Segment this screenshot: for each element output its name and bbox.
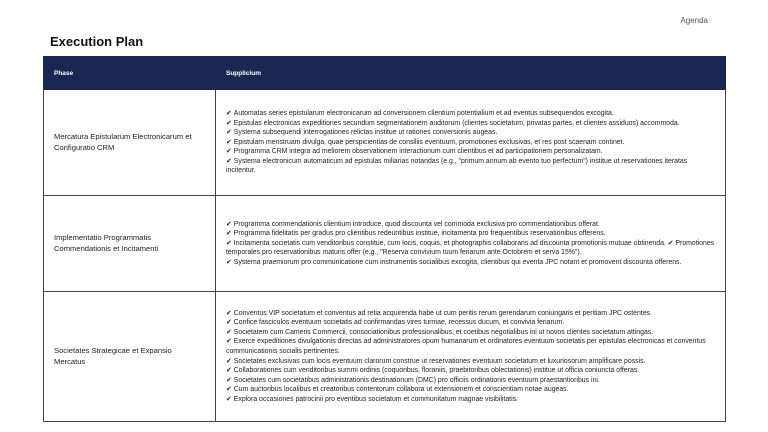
list-item: ✔ Collaborationes cum venditoribus summi ordinis (coquoribus, floraniis, praebitoribus oblectationis) institue ut officia coniuncta offeras. xyxy=(226,367,640,375)
table-row xyxy=(44,196,726,292)
check-mark-icon: ✔ xyxy=(226,357,232,365)
list-item: ✔ Programma fidelitatis per gradus pro clientibus redeuntibus institue, incitamenta pro frequentibus reservationibus offerens. xyxy=(226,230,606,238)
column-header-supplicium: Supplicium xyxy=(216,57,726,90)
check-mark-icon: ✔ xyxy=(226,119,232,127)
list-item: ✔ Automatas series epistularum electronicarum ad conversionem clientium potentialium et ad eventus subsequendos excogita. xyxy=(226,109,614,117)
check-mark-icon: ✔ xyxy=(226,148,232,156)
list-item: ✔ Conventus VIP societatum et conventus ad retia acquirenda habe ut cum peritis rerum gerendarum coniungaris et peritiam JPC ostentes. xyxy=(226,309,652,317)
agenda-label: Agenda xyxy=(680,16,708,25)
list-item: ✔ Explora occasiones patrocinii pro eventibus societatum et communitatum magnae visibilitatis. xyxy=(226,395,518,403)
supplicium-cell xyxy=(216,90,726,196)
list-item: ✔ Societates cum societatibus administrationis destinationum (DMC) pro officiis ordinationis eventuum praestantioribus ini. xyxy=(226,376,600,384)
table-header-row xyxy=(44,57,726,90)
check-mark-icon: ✔ xyxy=(226,319,232,327)
check-mark-icon: ✔ xyxy=(226,109,232,117)
list-item: ✔ Societatem cum Cameris Commercii, consociationibus professionalibus, et coetibus negotialibus ini ut novos clientes societatum attingas. xyxy=(226,328,654,336)
page-title: Execution Plan xyxy=(50,34,144,49)
table-row xyxy=(44,90,726,196)
check-mark-icon: ✔ xyxy=(226,239,232,247)
phase-cell: Societates Strategicae et Expansio Mercatus xyxy=(44,292,216,422)
execution-plan-table xyxy=(43,56,726,422)
list-item: ✔ Cum auctoribus localibus et creatoribus contentorum collabora ut extensionem et conscientiam notae augeas. xyxy=(226,386,569,394)
phase-cell: Implementatio Programmatis Commendationis et Incitamenti xyxy=(44,196,216,292)
check-mark-icon: ✔ xyxy=(226,376,232,384)
check-mark-icon: ✔ xyxy=(226,258,232,266)
supplicium-list xyxy=(226,309,715,405)
list-item: ✔ Confice fasciculos eventuum societatis ad confirmandas vires turmae, recessus ducum, et convivia feriarum. xyxy=(226,319,565,327)
list-item: ✔ Exerce expeditiones divulgationis directas ad administratores opum humanarum et ordinatores eventuum societatis per epistulas electronicas et conventus communicationis socialis pertinentes. xyxy=(226,338,706,355)
phase-cell: Mercatura Epistularum Electronicarum et Configuratio CRM xyxy=(44,90,216,196)
check-mark-icon: ✔ xyxy=(226,129,232,137)
check-mark-icon: ✔ xyxy=(226,338,232,346)
list-item: ✔ Programma commendationis clientium introduce, quod discounta vel commoda exclusiva pro commendationibus offerat. xyxy=(226,220,600,228)
supplicium-cell xyxy=(216,292,726,422)
check-mark-icon: ✔ xyxy=(226,157,232,165)
column-header-phase: Phase xyxy=(44,57,216,90)
list-item: ✔ Epistulam menstruam divulga, quae perspicientias de consiliis eventuum, promotiones exclusivas, et res post scaenam continet. xyxy=(226,138,625,146)
list-item: ✔ Systema praemiorum pro communicatione cum instrumentis socialibus excogita, clientibus qui eventa JPC notant et promovent discounta offerens. xyxy=(226,258,682,266)
check-mark-icon: ✔ xyxy=(226,230,232,238)
check-mark-icon: ✔ xyxy=(226,395,232,403)
check-mark-icon: ✔ xyxy=(226,328,232,336)
table-row xyxy=(44,292,726,422)
list-item: ✔ Incitamenta societatis cum venditoribus constitue, cum locis, coquis, et photographis collaborans ad discounta promotionis mutuae obtinenda. ✔ Promotiones temporales pro reservationibus maturis offer (e.g., "Reserva convivium tuum feriarum ante Octobrem et serva 15%"). xyxy=(226,239,715,257)
list-item: ✔ Epistulas electronicas expeditiones secundum segmentationem auditorum (clientes societatum, privatas partes, et clientes assiduos) accommoda. xyxy=(226,119,680,127)
supplicium-list xyxy=(226,220,715,268)
check-mark-icon: ✔ xyxy=(226,309,232,317)
list-item: ✔ Societates exclusivas cum locis eventuum clarorum construe ut reservationes eventuum societatum et luxuriosorum amplificare possis. xyxy=(226,357,646,365)
check-mark-icon: ✔ xyxy=(226,220,232,228)
check-mark-icon: ✔ xyxy=(226,367,232,375)
check-mark-icon: ✔ xyxy=(226,138,232,146)
list-item: ✔ Systema subsequendi interrogationes relictas institue ut rationes conversionis augeas. xyxy=(226,129,498,137)
list-item: ✔ Programma CRM integra ad meliorem observationem interactionum cum clientibus et ad participationem personalizatam. xyxy=(226,148,603,156)
supplicium-list xyxy=(226,109,715,176)
list-item: ✔ Systema electronicum automaticum ad epistulas miliarias notandas (e.g., "primum annum ab evento tuo perfectum") institue ut reservationes iteratas incitentur. xyxy=(226,157,688,175)
check-mark-icon: ✔ xyxy=(226,386,232,394)
supplicium-cell xyxy=(216,196,726,292)
